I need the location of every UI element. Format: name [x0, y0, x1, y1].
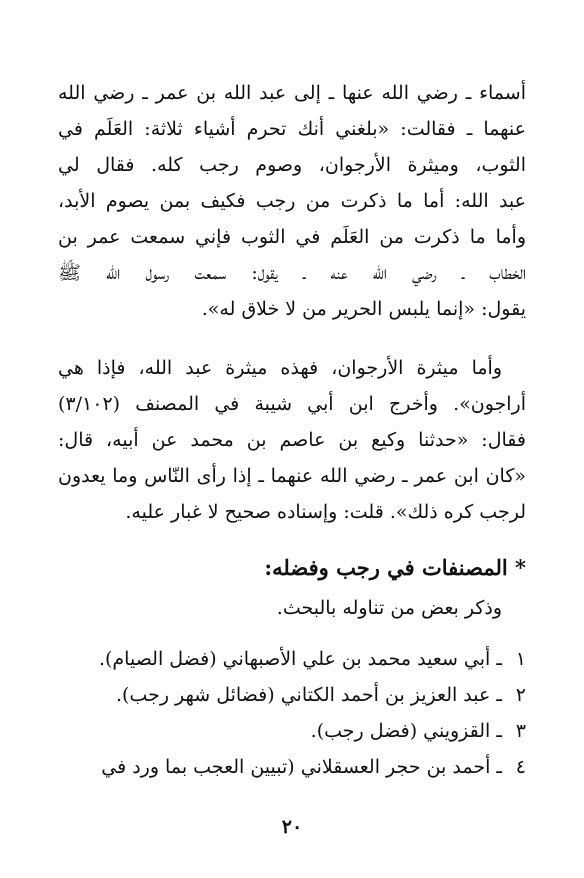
list-text: ـ أحمد بن حجر العسقلاني (تبيين العجب بما ورد في: [101, 756, 502, 778]
list-item: [58, 749, 526, 785]
text-line: فقال: «حدثنا وكيع بن عاصم بن محمد عن أبيه، قال:: [58, 429, 526, 451]
text-line: وأما ميثرة الأرجوان، فهذه ميثرة عبد الله، فإذا هي: [58, 357, 502, 379]
list-text: ـ عبد العزيز بن أحمد الكتاني (فضائل شهر رجب).: [115, 684, 502, 706]
list-number: ٣: [515, 720, 526, 742]
list-item: [58, 677, 526, 713]
text-line: عبد الله: أما ما ذكرت من رجب فكيف بمن يصوم الأبد،: [58, 190, 526, 212]
text-line: أراجون». وأخرج ابن أبي شيبة في المصنف (٣/١٠٢): [58, 393, 526, 415]
list-item: [58, 713, 526, 749]
text-line: لرجب كره ذلك». قلت: وإسناده صحيح لا غبار عليه.: [125, 501, 526, 523]
list-item: [58, 641, 526, 677]
list-number: ٢: [515, 684, 526, 706]
page-number: ٢٠: [281, 816, 303, 838]
section-intro: وذكر بعض من تناوله بالبحث.: [276, 597, 502, 619]
text-line: الخطاب ـ رضي الله عنه ـ يقول: سمعت رسول الله ﷺ: [58, 262, 526, 284]
text-line: «كان ابن عمر ـ رضي الله عنهما ـ إذا رأى النّاس وما يعدون: [58, 465, 526, 487]
text-line: أسماء ـ رضي الله عنها ـ إلى عبد الله بن عمر ـ رضي الله: [58, 82, 526, 104]
list-text: ـ أبي سعيد محمد بن علي الأصبهاني (فضل الصيام).: [98, 648, 502, 670]
text-line: يقول: «إنما يلبس الحرير من لا خلاق له».: [201, 298, 526, 320]
text-line: عنهما ـ فقالت: «بلغني أنك تحرم أشياء ثلاثة: العَلَم في: [58, 118, 526, 140]
text-line: وأما ما ذكرت من العَلَم في الثوب فإني سمعت عمر بن: [58, 226, 526, 248]
list-number: ٤: [515, 756, 526, 778]
list-number: ١: [515, 648, 526, 670]
text-line: الثوب، وميثرة الأرجوان، وصوم رجب كله. فقال لي: [58, 154, 526, 176]
list-text: ـ القزويني (فضل رجب).: [310, 720, 502, 742]
section-heading: * المصنفات في رجب وفضله:: [264, 555, 526, 580]
